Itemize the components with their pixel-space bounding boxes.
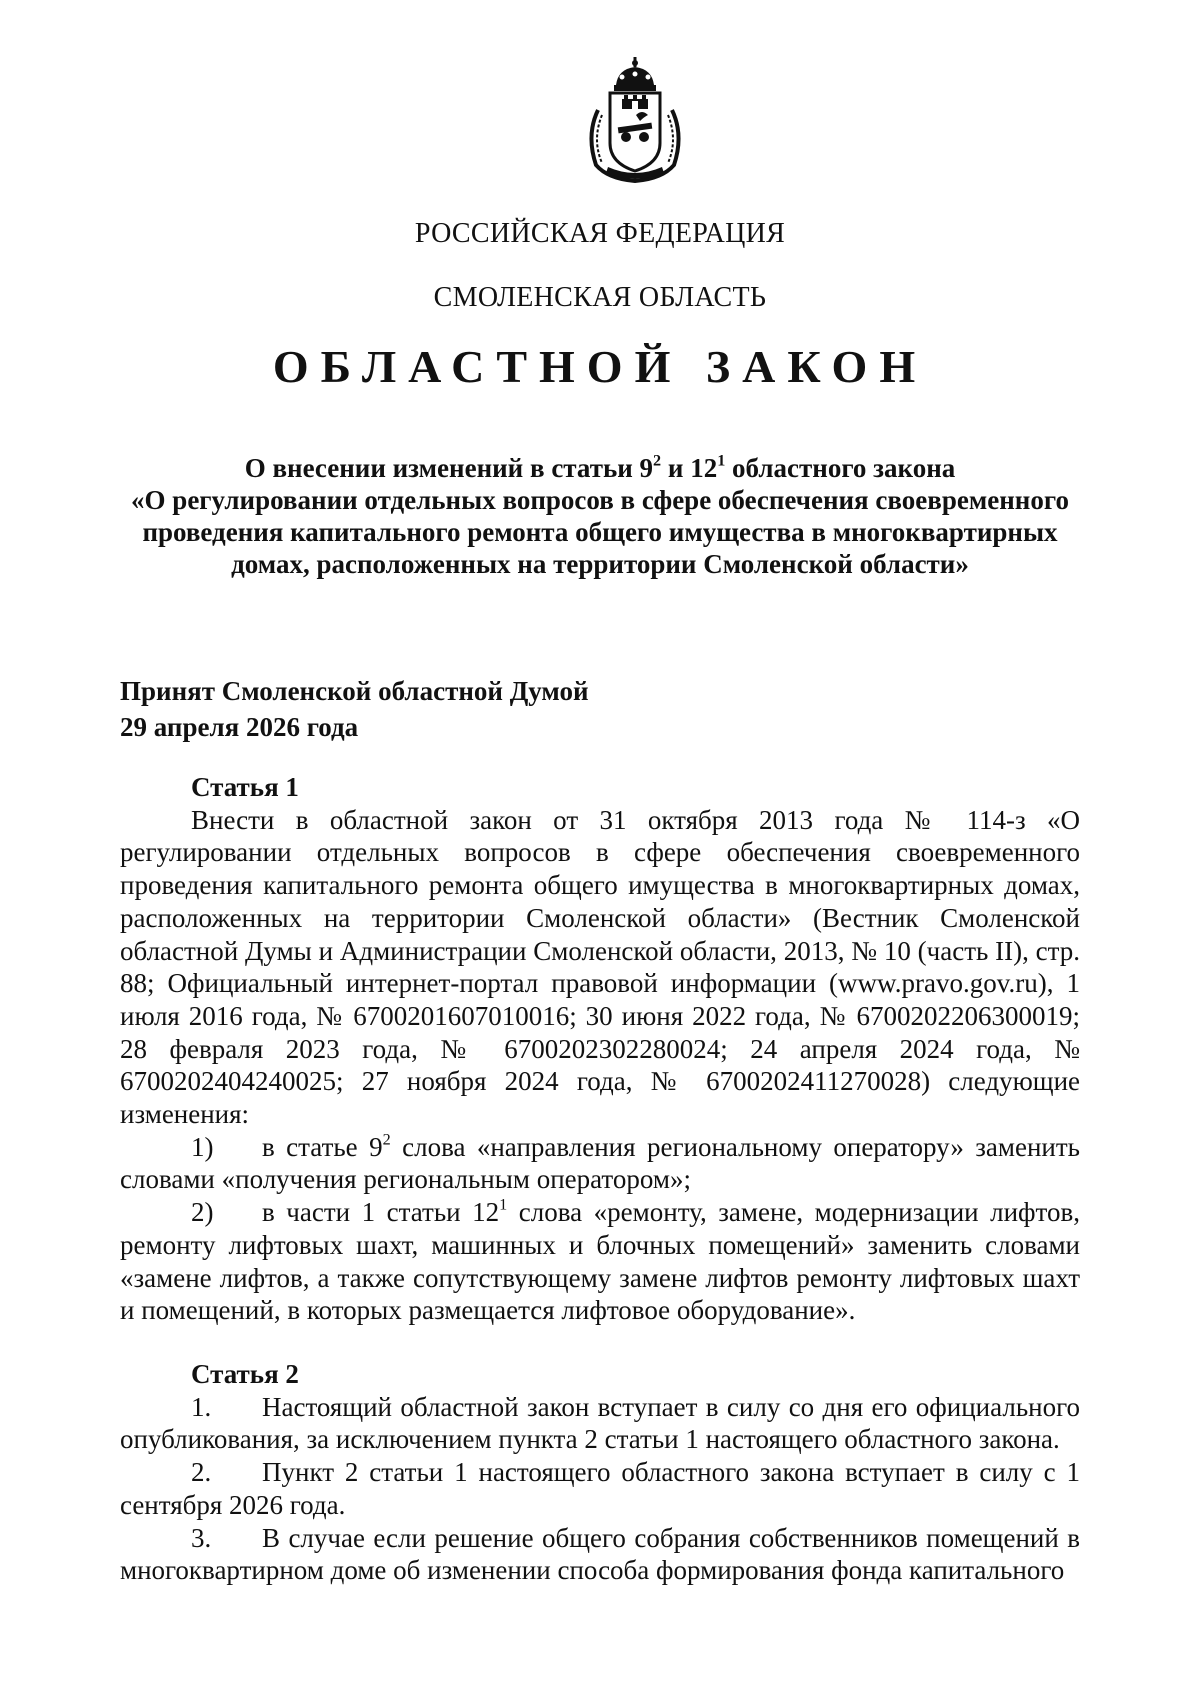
article-2-heading: Статья 2	[191, 1359, 299, 1389]
article-1-intro: Внести в областной закон от 31 октября 2013 года № 114-з «О регулировании отдельных вопросов в сфере обеспечения своевременного проведения капитального ремонта общего имущества в многоквартирных домах, расположенных на территории Смоленской области» (Вестник Смоленской областной Думы и Администрации Смоленской области, 2013, № 10 (часть II), стр. 88; Официальный интернет-портал правовой информации (www.pravo.gov.ru), 1 июля 2016 года, № 6700201607010016; 30 июня 2022 года, № 6700202206300019; 28 февраля 2023 года, № 6700202302280024; 24 апреля 2024 года, № 6700202404240025; 27 ноября 2024 года, № 6700202411270028) следующие изменения:	[120, 804, 1080, 1130]
article-2-paragraph-3: 3. В случае если решение общего собрания собственников помещений в многоквартирном доме об изменении способа формирования фонда капитального	[120, 1522, 1080, 1586]
adoption-date: 29 апреля 2026 года	[120, 712, 359, 742]
article-2-paragraph-1: 1. Настоящий областной закон вступает в силу со дня его официального опубликования, за исключением пункта 2 статьи 1 настоящего областного закона.	[120, 1391, 1080, 1455]
document-type-title: ОБЛАСТНОЙ ЗАКОН	[272, 341, 928, 392]
country-header: РОССИЙСКАЯ ФЕДЕРАЦИЯ	[414, 218, 786, 249]
law-subject-title	[120, 452, 1080, 580]
article-1-heading: Статья 1	[191, 772, 299, 802]
adoption-info	[120, 673, 820, 745]
article-1	[120, 771, 1080, 1327]
subject-line-1: О внесении изменений в статьи $9^2$ и $12^1$ областного закона	[244, 451, 956, 483]
article-1-item-2: 2) в части 1 статьи $12^1$ слова «ремонту, замене, модернизации лифтов, ремонту лифтовых шахт, машинных и блочных помещений» заменить словами «замене лифтов, а также сопутствующему замене лифтов ремонту лифтовых шахт и помещений, в которых размещается лифтовое оборудование».	[120, 1195, 1080, 1326]
adopted-by: Принят Смоленской областной Думой	[120, 676, 589, 706]
article-1-item-1: 1) в статье $9^2$ слова «направления региональному оператору» заменить словами «получения региональным оператором»;	[120, 1130, 1080, 1195]
article-2-paragraph-2: 2. Пункт 2 статьи 1 настоящего областного закона вступает в силу с 1 сентября 2026 года.	[120, 1457, 1080, 1520]
article-2	[120, 1358, 1080, 1587]
subject-line-rest: «О регулировании отдельных вопросов в сфере обеспечения своевременного проведения капитального ремонта общего имущества в многоквартирных домах, расположенных на территории Смоленской области»	[131, 485, 1069, 579]
coat-of-arms-emblem	[578, 55, 692, 183]
region-header: СМОЛЕНСКАЯ ОБЛАСТЬ	[433, 282, 767, 313]
